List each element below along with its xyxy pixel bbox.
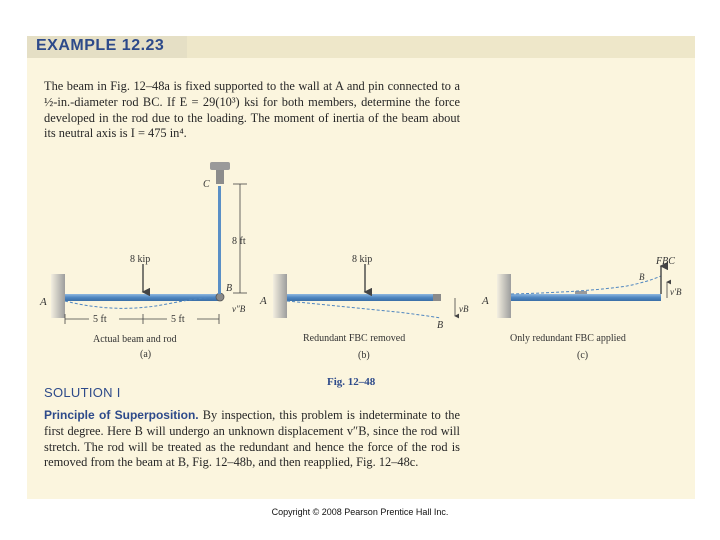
load-label-a: 8 kip [130, 254, 151, 265]
beam-a [65, 294, 219, 301]
label-a-c: A [482, 295, 489, 307]
beam-b [287, 294, 441, 301]
label-a-a: A [40, 296, 47, 308]
solution-body: By inspection, this problem is indeterminate to the first degree. Here B will undergo an unknown displacement v″B, since the rod will stretch. The rod will be treated as the redundant and hence the force of the rod is removed from the beam at B, Fig. 12–48b, and then reapplied, Fig. 12–48c. [44, 408, 460, 470]
dim-right-label: 5 ft [171, 314, 185, 325]
ceiling-support [210, 162, 230, 170]
example-title: EXAMPLE 12.23 [36, 37, 165, 54]
deflected-shape-b [287, 301, 441, 318]
caption-b: Redundant FBC removed [303, 333, 406, 344]
rod-bc [218, 186, 221, 294]
label-b-c: B [639, 272, 645, 282]
solution-title: SOLUTION I [44, 385, 121, 400]
deflection-label-b: vB [459, 304, 469, 314]
figure-a [39, 162, 247, 360]
pin-b-a [216, 293, 224, 301]
deflection-label-c: v′B [670, 287, 682, 297]
inertia-sentence: The moment of inertia of the beam about its neutral axis is I = 475 in⁴. [44, 110, 461, 141]
problem-text: The beam in Fig. 12–48a is fixed supported to the wall at A and pin connected to a ½-in.-diameter rod BC. If E = 29(10³) ksi for both members, determine the force developed in the rod due to the loading. [44, 79, 460, 125]
rod-clevis [216, 170, 224, 184]
load-label-b: 8 kip [352, 254, 373, 265]
label-b-a: B [226, 283, 233, 294]
dim-left-label: 5 ft [93, 314, 107, 325]
label-b-b: B [437, 320, 444, 331]
copyright-footer: Copyright © 2008 Pearson Prentice Hall Inc. [271, 507, 449, 517]
caption-a: Actual beam and rod [93, 334, 177, 345]
figure-12-48 [27, 36, 695, 396]
force-label-c: FBC [656, 256, 675, 267]
tag-c: (c) [577, 350, 589, 361]
deflection-label-a: v″B [232, 304, 246, 314]
label-c: C [203, 179, 210, 190]
wall-c [497, 274, 511, 318]
solution-paragraph [44, 408, 460, 471]
wall-b [273, 274, 287, 318]
label-a-b: A [260, 295, 267, 307]
beam-c [511, 294, 661, 301]
wall-a [51, 274, 65, 318]
caption-c: Only redundant FBC applied [510, 333, 626, 344]
rod-length-label: 8 ft [232, 236, 246, 247]
tag-b: (b) [358, 350, 370, 361]
figure-c [481, 256, 682, 361]
figure-b [259, 254, 469, 361]
principle-heading: Principle of Superposition. [44, 408, 199, 422]
tag-a: (a) [140, 349, 152, 360]
figure-caption: Fig. 12–48 [327, 376, 376, 388]
